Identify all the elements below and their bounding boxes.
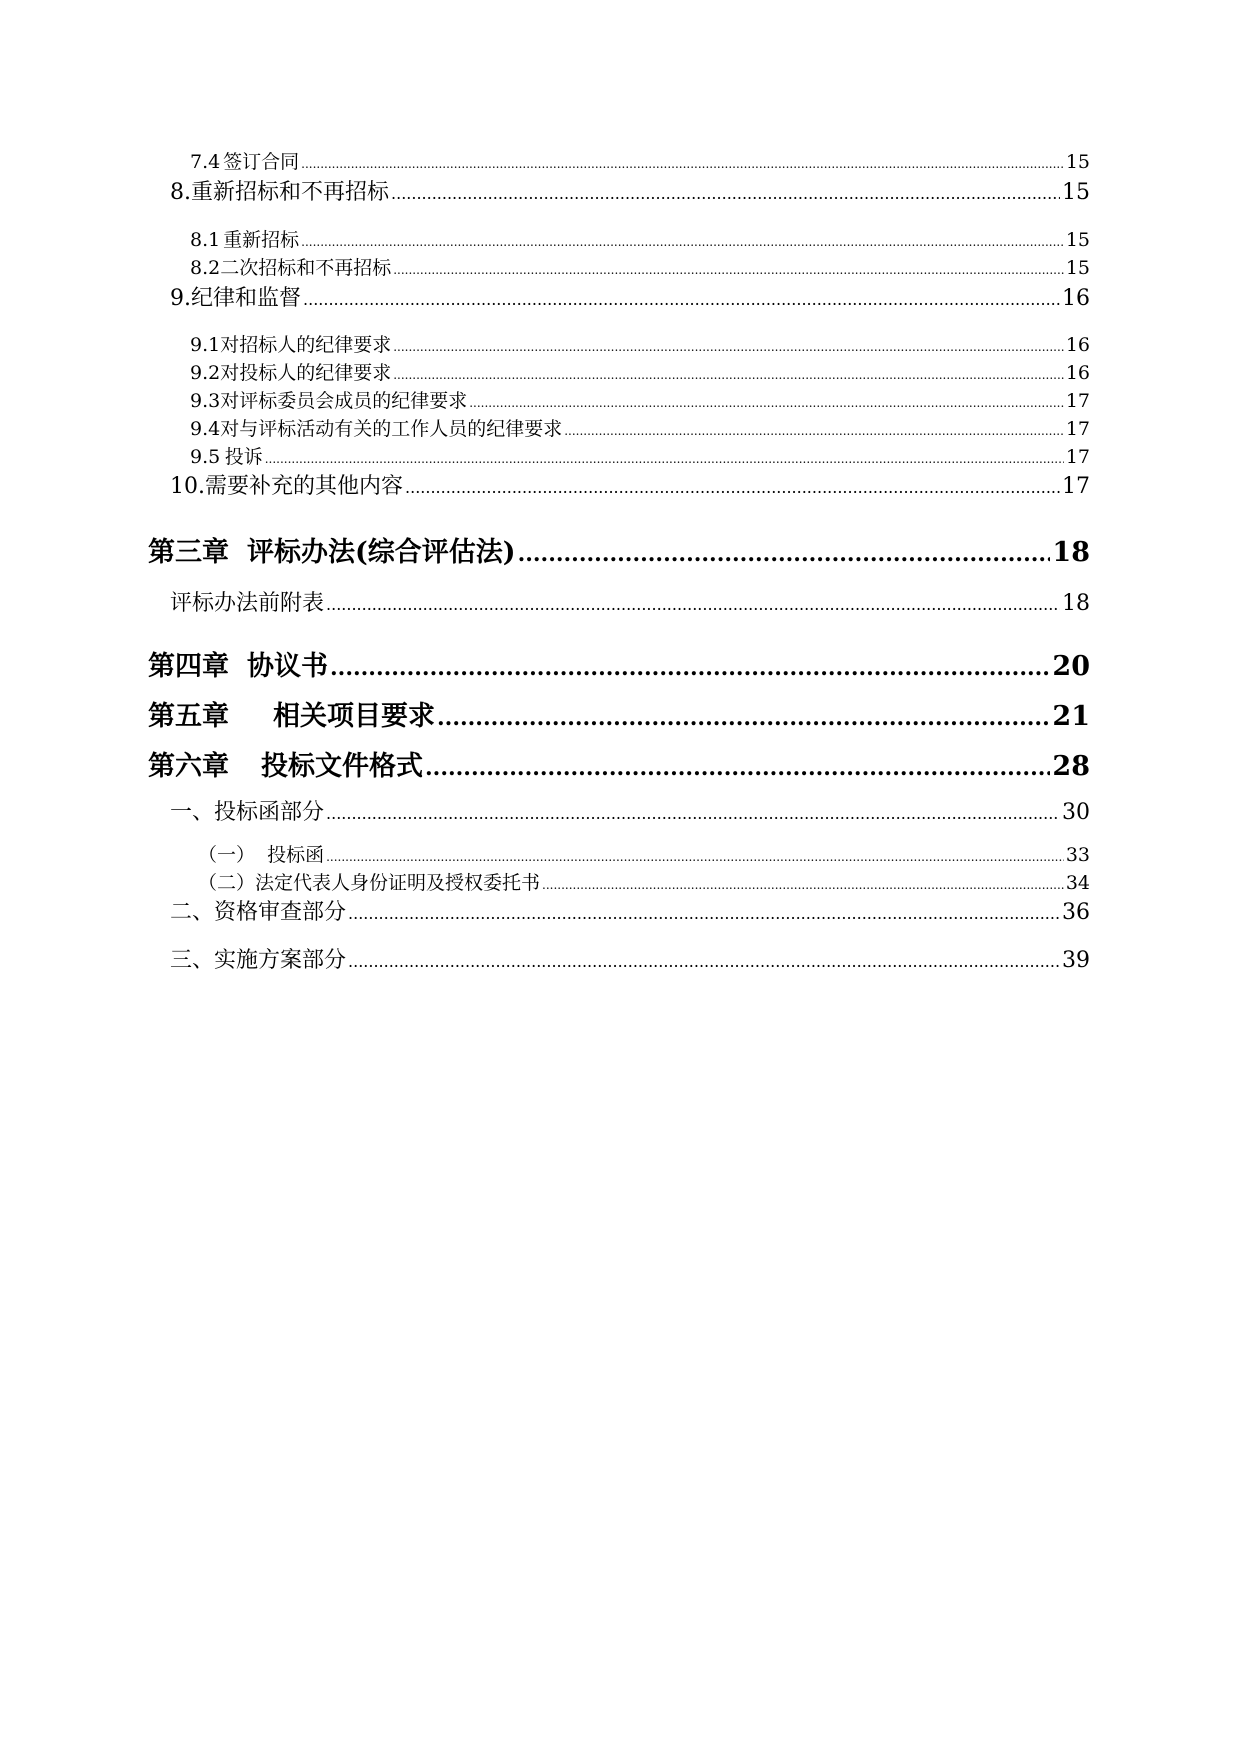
toc-entry-number: 9.1 [190,334,221,356]
toc-entry-title: 重新招标 [223,229,300,251]
toc-entry-number: 9. [170,286,191,311]
toc-entry-title: 签订合同 [223,151,300,173]
toc-entry-legal-rep[interactable] [198,868,1090,894]
toc-entry-page: 17 [1065,390,1090,412]
toc-entry-title: 对投标人的纪律要求 [220,362,392,384]
toc-chapter-title: 协议书 [247,651,328,682]
toc-dot-leader [330,655,1050,681]
toc-entry-title: 重新招标和不再招标 [191,180,390,205]
toc-entry-title: 一、投标函部分 [170,800,325,825]
toc-entry-8-2[interactable] [190,253,1090,279]
toc-entry-title: 对招标人的纪律要求 [220,334,392,356]
toc-dot-leader [348,952,1060,971]
toc-entry-implementation[interactable] [170,943,1090,973]
toc-entry-page: 15 [1065,257,1090,279]
toc-entry-title: 评标办法前附表 [170,591,325,616]
toc-entry-title: 二次招标和不再招标 [220,257,392,279]
toc-entry-9-3[interactable] [190,386,1090,412]
toc-entry-page: 15 [1065,151,1090,173]
toc-chapter-number: 第四章 [148,651,229,682]
toc-entry-page: 30 [1062,800,1090,825]
toc-dot-leader [326,804,1060,823]
toc-entry-page: 17 [1065,446,1090,468]
toc-dot-leader [564,424,1064,438]
toc-entry-number: 9.4 [190,418,221,440]
toc-chapter-6[interactable] [148,744,1090,782]
toc-entry-page: 15 [1065,229,1090,251]
toc-entry-8[interactable] [170,175,1090,205]
toc-dot-leader [393,368,1064,382]
toc-entry-title: （二）法定代表人身份证明及授权委托书 [198,872,541,894]
toc-entry-title: 对与评标活动有关的工作人员的纪律要求 [220,418,563,440]
toc-entry-page: 36 [1062,900,1090,925]
toc-entry-title: 纪律和监督 [191,286,302,311]
toc-entry-bid-letter[interactable] [198,840,1090,866]
toc-chapter-number: 第五章 [148,701,229,732]
toc-entry-scoring-table[interactable] [170,586,1090,616]
toc-entry-page: 15 [1062,180,1090,205]
toc-chapter-number: 第六章 [148,751,229,782]
toc-entry-title: （一） 投标函 [198,844,325,866]
toc-entry-number: 10. [170,474,205,499]
toc-entry-title: 三、实施方案部分 [170,948,347,973]
toc-entry-page: 18 [1062,591,1090,616]
toc-entry-page: 21 [1052,701,1090,732]
toc-entry-number: 9.3 [190,390,221,412]
toc-entry-8-1[interactable] [190,225,1090,251]
toc-dot-leader [542,878,1064,892]
toc-dot-leader [437,705,1050,731]
toc-entry-7-4[interactable] [190,147,1090,173]
toc-entry-page: 17 [1065,418,1090,440]
toc-entry-page: 20 [1052,651,1090,682]
toc-dot-leader [301,235,1064,249]
toc-dot-leader [303,290,1060,309]
toc-entry-qualification[interactable] [170,895,1090,925]
toc-dot-leader [425,755,1050,781]
toc-entry-number: 8.2 [190,257,221,279]
toc-dot-leader [391,184,1060,203]
toc-entry-number: 9.5 [190,446,221,468]
toc-entry-page: 16 [1062,286,1090,311]
toc-entry-number: 7.4 [190,151,221,173]
toc-entry-page: 28 [1052,751,1090,782]
toc-entry-9-2[interactable] [190,358,1090,384]
toc-dot-leader [469,396,1064,410]
toc-chapter-number: 第三章 [148,537,229,568]
toc-dot-leader [326,595,1060,614]
toc-entry-page: 16 [1065,362,1090,384]
toc-chapter-title: 相关项目要求 [273,701,435,732]
toc-entry-title: 投诉 [224,446,263,468]
toc-entry-page: 17 [1062,474,1090,499]
toc-dot-leader [326,850,1064,864]
toc-entry-page: 34 [1065,872,1090,894]
toc-chapter-title: 评标办法(综合评估法) [247,537,516,568]
toc-entry-page: 33 [1065,844,1090,866]
toc-dot-leader [405,478,1060,497]
toc-dot-leader [393,263,1064,277]
toc-entry-title: 需要补充的其他内容 [205,474,404,499]
toc-chapter-5[interactable] [148,694,1090,732]
toc-chapter-title: 投标文件格式 [261,751,423,782]
toc-entry-9[interactable] [170,281,1090,311]
toc-dot-leader [265,452,1064,466]
toc-entry-title: 对评标委员会成员的纪律要求 [220,390,468,412]
toc-entry-page: 18 [1052,537,1090,568]
toc-entry-10[interactable] [170,469,1090,499]
toc-entry-number: 8. [170,180,191,205]
toc-chapter-4[interactable] [148,644,1090,682]
toc-dot-leader [518,541,1051,567]
toc-entry-number: 8.1 [190,229,221,251]
toc-entry-page: 16 [1065,334,1090,356]
toc-entry-9-5[interactable] [190,442,1090,468]
toc-entry-number: 9.2 [190,362,221,384]
toc-entry-page: 39 [1062,948,1090,973]
toc-entry-title: 二、资格审查部分 [170,900,347,925]
toc-dot-leader [348,904,1060,923]
toc-entry-9-4[interactable] [190,414,1090,440]
toc-chapter-3[interactable] [148,530,1090,568]
toc-entry-9-1[interactable] [190,330,1090,356]
toc-entry-bid-letter-part[interactable] [170,795,1090,825]
toc-dot-leader [301,157,1064,171]
toc-dot-leader [393,340,1064,354]
